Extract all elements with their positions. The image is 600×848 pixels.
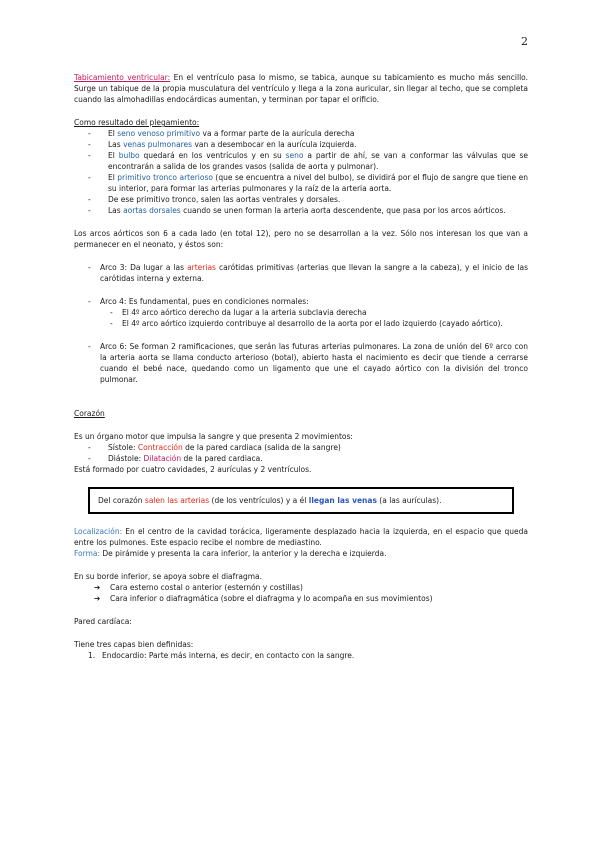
list-item: - El 4º arco aórtico derecho da lugar a la arteria subclavia derecha bbox=[100, 307, 528, 318]
arco-6-list bbox=[74, 341, 528, 385]
cavidades-text: Está formado por cuatro cavidades, 2 aurículas y 2 ventrículos. bbox=[74, 465, 312, 474]
document-body bbox=[74, 72, 528, 661]
tabicamiento-title: Tabicamiento ventricular: bbox=[74, 73, 171, 82]
borde-text: En su borde inferior, se apoya sobre el diafragma. bbox=[74, 572, 263, 581]
arco-4-sublist bbox=[100, 307, 528, 329]
arco-3: - Arco 3: Da lugar a las arterias carótidas primitivas (arterias que llevan la sangre a la cabeza), y el inicio de las carótidas interna y externa. bbox=[74, 262, 528, 284]
arcos-intro: Los arcos aórticos son 6 a cada lado (en total 12), pero no se desarrollan a la vez. Sólo nos interesan los que van a permanecer en el neonato, y éstos son: bbox=[74, 229, 528, 249]
list-item: - El 4º arco aórtico izquierdo contribuye al desarrollo de la aorta por el lado izquierdo (cayado aórtico). bbox=[100, 318, 528, 329]
movimientos-list bbox=[74, 442, 528, 464]
list-item: - El bulbo quedará en los ventrículos y en su seno a partir de ahí, se van a conformar las válvulas que se encontrarán a salida de los grandes vasos (salida de aorta y pulmonar). bbox=[74, 150, 528, 172]
corazon-heading: Corazón bbox=[74, 409, 105, 418]
arco-3-list bbox=[74, 262, 528, 284]
diastole-item: - Diástole: Dilatación de la pared cardiaca. bbox=[74, 453, 528, 464]
sistole-item: - Sístole: Contracción de la pared cardiaca (salida de la sangre) bbox=[74, 442, 528, 453]
arterias-venas-box: Del corazón salen las arterias (de los ventrículos) y a él llegan las venas (a las aurículas). bbox=[88, 487, 514, 514]
list-item: 1. Endocardio: Parte más interna, es decir, en contacto con la sangre. bbox=[88, 651, 355, 660]
list-item: - Las aortas dorsales cuando se unen forman la arteria aorta descendente, que pasa por los arcos aórticos. bbox=[74, 205, 528, 216]
arco-4-list bbox=[74, 296, 528, 329]
plegamiento-list bbox=[74, 128, 528, 216]
corazon-intro: Es un órgano motor que impulsa la sangre y que presenta 2 movimientos: bbox=[74, 432, 353, 441]
pared-heading: Pared cardíaca: bbox=[74, 617, 132, 626]
list-item: - De ese primitivo tronco, salen las aortas ventrales y dorsales. bbox=[74, 194, 528, 205]
list-item: ➔ Cara esterno costal o anterior (esternón y costillas) bbox=[94, 583, 303, 592]
capas-list bbox=[74, 650, 528, 661]
arrow-icon: ➔ bbox=[94, 583, 101, 592]
tabicamiento-paragraph: Tabicamiento ventricular: En el ventrículo pasa lo mismo, se tabica, aunque su tabicamiento es mucho más sencillo. Surge un tabique de la propia musculatura del ventrículo y llega a la zona auricular, sin llegar al techo, que se completa cuando las almohadillas endocárdicas aumentan, y terminan por tapar el orificio. bbox=[74, 73, 529, 104]
localizacion-paragraph: Localización: En el centro de la cavidad torácica, ligeramente desplazado hacia la izquierda, en el espacio que queda entre los pulmones. Este espacio recibe el nombre de mediastino. bbox=[74, 527, 528, 547]
arrow-icon: ➔ bbox=[94, 594, 101, 603]
plegamiento-heading: Como resultado del plegamiento: bbox=[74, 118, 200, 127]
page-number: 2 bbox=[521, 35, 528, 48]
list-item: ➔ Cara inferior o diafragmática (sobre el diafragma y lo acompaña en sus movimientos) bbox=[94, 594, 433, 603]
arco-6: - Arco 6: Se forman 2 ramificaciones, que serán las futuras arterias pulmonares. La zona de unión del 6º arco con la arteria aorta se llama conducto arterioso (botal), abierto hasta el nacimiento es decir que tiende a cerrarse cuando el bebé nace, quedando como un ligamento que une el cayado aórtico con la división del tronco pulmonar. bbox=[74, 341, 528, 385]
list-item: - Las venas pulmonares van a desembocar en la aurícula izquierda. bbox=[74, 139, 528, 150]
arco-4: - Arco 4: Es fundamental, pues en condiciones normales: - El 4º arco aórtico derecho da lugar a la arteria subclavia derecha - El 4º arco aórtico izquierdo contribuye al desarrollo de la aorta por el lado izquierdo (cayado aórtico). bbox=[74, 296, 528, 329]
capas-text: Tiene tres capas bien definidas: bbox=[74, 640, 194, 649]
list-item: - El primitivo tronco arterioso (que se encuentra a nivel del bulbo), se dividirá por el flujo de sangre que tiene en su interior, para formar las arterias pulmonares y la raíz de la arteria aorta. bbox=[74, 172, 528, 194]
forma-paragraph: Forma: De pirámide y presenta la cara inferior, la anterior y la derecha e izquierda. bbox=[74, 549, 387, 558]
list-item: - El seno venoso primitivo va a formar parte de la aurícula derecha bbox=[74, 128, 528, 139]
caras-list bbox=[74, 582, 528, 604]
